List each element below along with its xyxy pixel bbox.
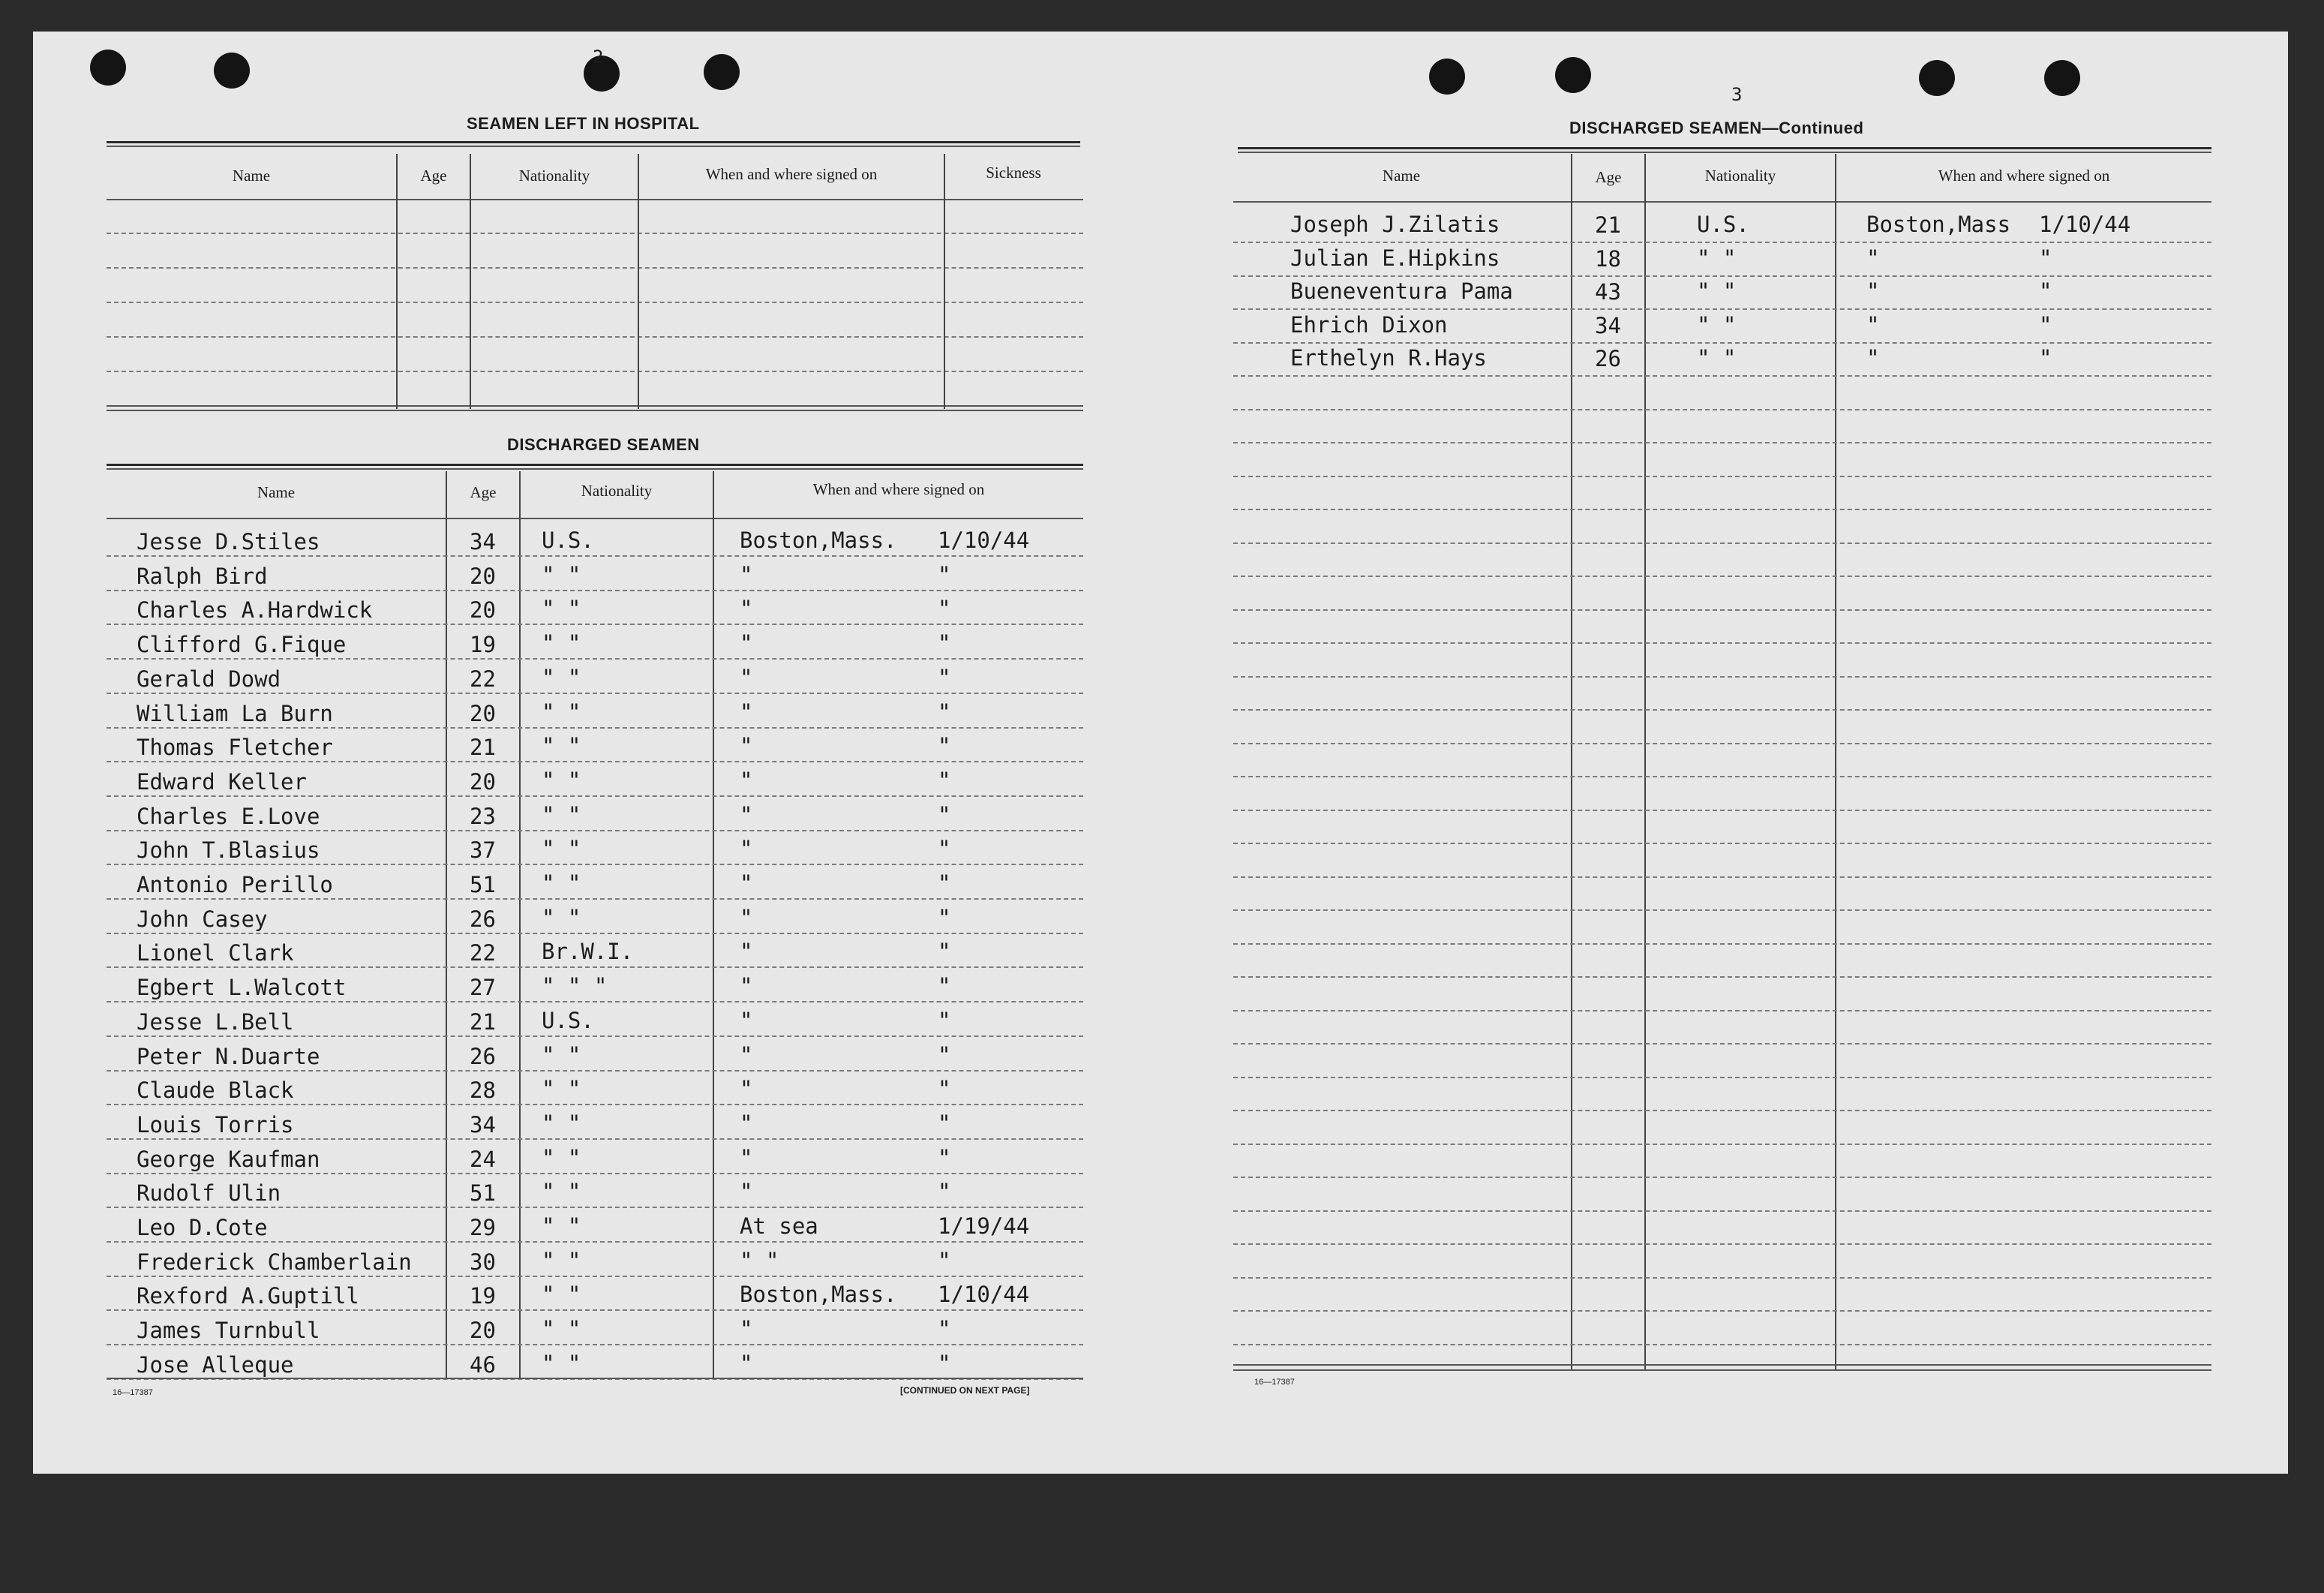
row-rule bbox=[107, 1035, 1083, 1037]
signed-on-place: " bbox=[740, 699, 753, 725]
row-rule bbox=[1233, 909, 2211, 911]
punch-hole bbox=[90, 50, 126, 86]
row-rule bbox=[1233, 409, 2211, 410]
seaman-age: 46 bbox=[470, 1352, 496, 1378]
seaman-nationality: Br.W.I. bbox=[542, 939, 634, 964]
seaman-age: 20 bbox=[470, 769, 496, 795]
form-number: 16—17387 bbox=[113, 1388, 153, 1397]
seaman-age: 26 bbox=[470, 1044, 496, 1069]
column-divider bbox=[944, 154, 945, 409]
row-rule bbox=[1233, 1277, 2211, 1279]
row-rule bbox=[1233, 543, 2211, 544]
row-rule bbox=[1233, 1110, 2211, 1111]
signed-on-place: " bbox=[740, 1351, 753, 1376]
signed-on-date: " bbox=[938, 870, 951, 896]
seaman-age: 20 bbox=[470, 564, 496, 589]
signed-on-place: Boston,Mass. bbox=[740, 1282, 897, 1307]
column-divider bbox=[638, 154, 639, 409]
row-rule bbox=[107, 1276, 1083, 1277]
seaman-nationality: " " bbox=[542, 630, 581, 656]
seaman-name: Gerald Dowd bbox=[137, 666, 281, 692]
column-divider bbox=[1571, 154, 1572, 1369]
seaman-nationality: " " bbox=[1697, 345, 1737, 371]
seaman-nationality: " " bbox=[542, 562, 581, 588]
signed-on-date: " bbox=[938, 1248, 951, 1273]
punch-hole bbox=[704, 54, 740, 90]
signed-on-place: " bbox=[740, 973, 753, 999]
continued-note: [CONTINUED ON NEXT PAGE] bbox=[900, 1385, 1030, 1396]
column-divider bbox=[1644, 154, 1646, 1369]
row-rule bbox=[107, 1001, 1083, 1002]
signed-on-date: " bbox=[938, 1008, 951, 1033]
signed-on-date: " bbox=[938, 836, 951, 861]
signed-on-place: " bbox=[740, 870, 753, 896]
seaman-name: Ralph Bird bbox=[137, 564, 268, 589]
signed-on-place: " bbox=[740, 733, 753, 759]
header-rule bbox=[107, 199, 1083, 200]
divider bbox=[107, 141, 1080, 147]
row-rule bbox=[107, 658, 1083, 660]
signed-on-date: " bbox=[938, 973, 951, 999]
seaman-nationality: " " bbox=[542, 1351, 581, 1376]
column-header-name: Name bbox=[1382, 167, 1421, 185]
seaman-age: 26 bbox=[470, 906, 496, 932]
seaman-age: 34 bbox=[470, 529, 496, 555]
row-rule bbox=[1233, 342, 2211, 344]
row-rule bbox=[1233, 1344, 2211, 1345]
signed-on-date: " bbox=[938, 1076, 951, 1102]
signed-on-date: " bbox=[938, 1042, 951, 1068]
seaman-age: 27 bbox=[470, 975, 496, 1000]
signed-on-date: 1/10/44 bbox=[938, 527, 1030, 553]
row-rule bbox=[1233, 1210, 2211, 1212]
row-rule bbox=[1233, 843, 2211, 844]
seaman-age: 37 bbox=[470, 837, 496, 863]
signed-on-date: " bbox=[938, 699, 951, 725]
seaman-nationality: " " bbox=[542, 768, 581, 793]
seaman-nationality: U.S. bbox=[542, 527, 594, 553]
seaman-nationality: U.S. bbox=[542, 1008, 594, 1033]
seaman-name: Jesse D.Stiles bbox=[137, 529, 320, 555]
signed-on-place: At sea bbox=[740, 1213, 818, 1239]
seaman-name: John T.Blasius bbox=[137, 837, 320, 863]
signed-on-date: " bbox=[938, 596, 951, 621]
signed-on-place: " bbox=[1866, 245, 1880, 271]
seaman-name: Joseph J.Zilatis bbox=[1290, 212, 1500, 237]
divider bbox=[1238, 147, 2211, 153]
seaman-age: 21 bbox=[470, 735, 496, 760]
seaman-age: 43 bbox=[1595, 279, 1621, 305]
column-header-nationality: Nationality bbox=[581, 482, 653, 500]
seaman-nationality: " " bbox=[542, 905, 581, 930]
signed-on-date: " bbox=[938, 905, 951, 930]
signed-on-date: " bbox=[938, 1316, 951, 1342]
seaman-nationality: " " bbox=[542, 1076, 581, 1102]
seaman-name: Louis Torris bbox=[137, 1112, 294, 1138]
seaman-nationality: " " bbox=[1697, 312, 1737, 338]
row-rule bbox=[1233, 1177, 2211, 1178]
row-rule bbox=[107, 1241, 1083, 1243]
column-header-name: Name bbox=[257, 483, 296, 501]
seaman-name: Rexford A.Guptill bbox=[137, 1283, 359, 1309]
seaman-age: 22 bbox=[470, 666, 496, 692]
row-rule bbox=[1233, 1077, 2211, 1078]
row-rule bbox=[1233, 1010, 2211, 1011]
seaman-age: 18 bbox=[1595, 246, 1621, 272]
signed-on-date: " bbox=[2039, 245, 2052, 271]
bottom-rule bbox=[1233, 1369, 2211, 1371]
seaman-nationality: " " bbox=[542, 1179, 581, 1204]
seaman-nationality: " " bbox=[542, 596, 581, 621]
seaman-name: Antonio Perillo bbox=[137, 872, 333, 897]
signed-on-place: " bbox=[740, 1076, 753, 1102]
signed-on-place: " bbox=[740, 1111, 753, 1136]
signed-on-date: " bbox=[938, 1111, 951, 1136]
seaman-age: 34 bbox=[470, 1112, 496, 1138]
seaman-name: Jose Alleque bbox=[137, 1352, 294, 1378]
seaman-nationality: " " bbox=[542, 1282, 581, 1307]
signed-on-place: Boston,Mass. bbox=[740, 527, 897, 553]
signed-on-place: " bbox=[740, 630, 753, 656]
page-number: 2 bbox=[593, 47, 604, 68]
row-rule bbox=[107, 727, 1083, 729]
row-rule bbox=[1233, 709, 2211, 711]
row-rule bbox=[107, 336, 1083, 338]
row-rule bbox=[107, 302, 1083, 303]
seaman-nationality: " " bbox=[542, 1042, 581, 1068]
seaman-name: Bueneventura Pama bbox=[1290, 278, 1513, 304]
seaman-name: Thomas Fletcher bbox=[137, 735, 333, 760]
row-rule bbox=[107, 1104, 1083, 1105]
signed-on-date: " bbox=[938, 630, 951, 656]
seaman-age: 26 bbox=[1595, 346, 1621, 371]
punch-hole bbox=[1919, 60, 1955, 96]
signed-on-place: " bbox=[740, 562, 753, 588]
column-divider bbox=[470, 154, 471, 409]
signed-on-place: Boston,Mass bbox=[1866, 212, 2011, 237]
column-header-signed-on: When and where signed on bbox=[705, 165, 878, 183]
seaman-age: 34 bbox=[1595, 313, 1621, 338]
column-header-signed-on: When and where signed on bbox=[812, 480, 985, 498]
seaman-nationality: U.S. bbox=[1697, 212, 1749, 237]
bottom-rule bbox=[107, 1378, 1083, 1379]
header-rule bbox=[107, 518, 1083, 519]
bottom-rule bbox=[1233, 1364, 2211, 1366]
seaman-name: Jesse L.Bell bbox=[137, 1009, 294, 1035]
row-rule bbox=[1233, 242, 2211, 243]
row-rule bbox=[107, 1309, 1083, 1311]
row-rule bbox=[107, 830, 1083, 831]
seaman-name: Egbert L.Walcott bbox=[137, 975, 347, 1000]
signed-on-place: " bbox=[740, 1008, 753, 1033]
column-header-signed-on: When and where signed on bbox=[1938, 167, 2110, 185]
row-rule bbox=[107, 267, 1083, 269]
seaman-age: 20 bbox=[470, 701, 496, 726]
seaman-nationality: " " bbox=[542, 665, 581, 690]
seaman-age: 20 bbox=[470, 1318, 496, 1343]
signed-on-date: " bbox=[2039, 345, 2052, 371]
signed-on-place: " bbox=[740, 665, 753, 690]
signed-on-place: " bbox=[740, 905, 753, 930]
signed-on-place: " bbox=[740, 939, 753, 964]
page-number: 3 bbox=[1731, 84, 1743, 105]
header-rule bbox=[1233, 201, 2211, 203]
discharged-section-title: DISCHARGED SEAMEN bbox=[507, 435, 700, 454]
seaman-name: Lionel Clark bbox=[137, 940, 294, 966]
row-rule bbox=[1233, 1243, 2211, 1245]
signed-on-date: " bbox=[938, 733, 951, 759]
signed-on-date: " bbox=[938, 768, 951, 793]
column-header-nationality: Nationality bbox=[1704, 167, 1776, 185]
row-rule bbox=[1233, 1043, 2211, 1044]
column-header-age: Age bbox=[420, 167, 447, 185]
column-header-name: Name bbox=[232, 167, 271, 185]
seaman-nationality: " " bbox=[542, 870, 581, 896]
discharged-continued-title: DISCHARGED SEAMEN—Continued bbox=[1569, 119, 1864, 137]
row-rule bbox=[107, 1070, 1083, 1072]
form-number: 16—17387 bbox=[1254, 1378, 1295, 1387]
column-divider bbox=[396, 154, 398, 409]
seaman-name: Peter N.Duarte bbox=[137, 1044, 320, 1069]
seaman-nationality: " " bbox=[542, 1316, 581, 1342]
signed-on-place: " bbox=[1866, 278, 1880, 304]
seaman-nationality: " " bbox=[542, 1248, 581, 1273]
punch-hole bbox=[2044, 60, 2080, 96]
column-header-age: Age bbox=[470, 483, 497, 501]
row-rule bbox=[1233, 576, 2211, 577]
seaman-nationality: " " bbox=[1697, 278, 1737, 304]
seaman-name: Ehrich Dixon bbox=[1290, 312, 1448, 338]
seaman-nationality: " " bbox=[542, 1213, 581, 1239]
hospital-section-title: SEAMEN LEFT IN HOSPITAL bbox=[467, 114, 700, 133]
signed-on-place: " bbox=[740, 768, 753, 793]
signed-on-place: " bbox=[740, 1179, 753, 1204]
row-rule bbox=[1233, 1310, 2211, 1312]
row-rule bbox=[1233, 976, 2211, 978]
signed-on-place: " bbox=[740, 1145, 753, 1171]
punch-hole bbox=[214, 53, 250, 89]
column-divider bbox=[1835, 154, 1836, 1369]
bottom-rule bbox=[107, 405, 1083, 407]
row-rule bbox=[107, 1138, 1083, 1140]
row-rule bbox=[107, 1344, 1083, 1345]
signed-on-place: " bbox=[740, 836, 753, 861]
signed-on-date: 1/10/44 bbox=[938, 1282, 1030, 1307]
seaman-name: Charles A.Hardwick bbox=[137, 597, 373, 623]
seaman-name: Erthelyn R.Hays bbox=[1290, 345, 1487, 371]
signed-on-place: " " bbox=[740, 1248, 779, 1273]
seaman-age: 21 bbox=[470, 1009, 496, 1035]
seaman-name: Rudolf Ulin bbox=[137, 1180, 281, 1206]
signed-on-date: 1/10/44 bbox=[2039, 212, 2131, 237]
seaman-age: 22 bbox=[470, 940, 496, 966]
seaman-nationality: " " bbox=[542, 836, 581, 861]
seaman-name: Frederick Chamberlain bbox=[137, 1249, 412, 1275]
row-rule bbox=[1233, 810, 2211, 811]
signed-on-place: " bbox=[740, 1042, 753, 1068]
signed-on-date: 1/19/44 bbox=[938, 1213, 1030, 1239]
row-rule bbox=[107, 1207, 1083, 1208]
seaman-name: Leo D.Cote bbox=[137, 1215, 268, 1240]
seaman-age: 29 bbox=[470, 1215, 496, 1240]
row-rule bbox=[1233, 509, 2211, 510]
seaman-age: 21 bbox=[1595, 212, 1621, 238]
row-rule bbox=[1233, 275, 2211, 277]
row-rule bbox=[1233, 642, 2211, 644]
seaman-name: George Kaufman bbox=[137, 1147, 320, 1172]
signed-on-date: " bbox=[938, 665, 951, 690]
signed-on-date: " bbox=[938, 1145, 951, 1171]
signed-on-place: " bbox=[740, 596, 753, 621]
row-rule bbox=[107, 590, 1083, 591]
row-rule bbox=[1233, 943, 2211, 945]
row-rule bbox=[107, 795, 1083, 797]
row-rule bbox=[1233, 442, 2211, 443]
row-rule bbox=[107, 761, 1083, 762]
row-rule bbox=[107, 555, 1083, 557]
seaman-age: 30 bbox=[470, 1249, 496, 1275]
seaman-age: 51 bbox=[470, 1180, 496, 1206]
seaman-age: 19 bbox=[470, 632, 496, 657]
row-rule bbox=[107, 933, 1083, 934]
punch-hole bbox=[1555, 57, 1591, 93]
signed-on-date: " bbox=[938, 802, 951, 828]
row-rule bbox=[1233, 375, 2211, 377]
row-rule bbox=[1233, 876, 2211, 878]
seaman-age: 51 bbox=[470, 872, 496, 897]
signed-on-date: " bbox=[938, 939, 951, 964]
seaman-name: Clifford G.Fique bbox=[137, 632, 347, 657]
signed-on-date: " bbox=[938, 1351, 951, 1376]
signed-on-place: " bbox=[740, 1316, 753, 1342]
seaman-nationality: " " bbox=[542, 699, 581, 725]
punch-hole bbox=[1429, 59, 1465, 95]
seaman-name: John Casey bbox=[137, 906, 268, 932]
seaman-nationality: " " bbox=[1697, 245, 1737, 271]
seaman-name: James Turnbull bbox=[137, 1318, 320, 1343]
seaman-nationality: " " bbox=[542, 733, 581, 759]
seaman-nationality: " " " bbox=[542, 973, 608, 999]
row-rule bbox=[107, 966, 1083, 968]
seaman-nationality: " " bbox=[542, 802, 581, 828]
row-rule bbox=[1233, 476, 2211, 477]
signed-on-place: " bbox=[1866, 345, 1880, 371]
row-rule bbox=[107, 624, 1083, 625]
row-rule bbox=[107, 898, 1083, 900]
signed-on-date: " bbox=[938, 1179, 951, 1204]
seaman-name: Edward Keller bbox=[137, 769, 307, 795]
row-rule bbox=[1233, 1144, 2211, 1145]
seaman-age: 19 bbox=[470, 1283, 496, 1309]
seaman-age: 20 bbox=[470, 597, 496, 623]
signed-on-place: " bbox=[740, 802, 753, 828]
signed-on-date: " bbox=[938, 562, 951, 588]
seaman-nationality: " " bbox=[542, 1111, 581, 1136]
seaman-name: Julian E.Hipkins bbox=[1290, 245, 1500, 271]
divider bbox=[107, 464, 1083, 470]
row-rule bbox=[107, 693, 1083, 694]
seaman-nationality: " " bbox=[542, 1145, 581, 1171]
row-rule bbox=[1233, 743, 2211, 744]
column-header-nationality: Nationality bbox=[518, 167, 590, 185]
row-rule bbox=[1233, 676, 2211, 678]
signed-on-place: " bbox=[1866, 312, 1880, 338]
seaman-age: 28 bbox=[470, 1078, 496, 1103]
row-rule bbox=[107, 371, 1083, 372]
row-rule bbox=[1233, 609, 2211, 611]
signed-on-date: " bbox=[2039, 312, 2052, 338]
row-rule bbox=[107, 864, 1083, 865]
row-rule bbox=[107, 1173, 1083, 1174]
bottom-rule bbox=[107, 410, 1083, 411]
seaman-age: 23 bbox=[470, 804, 496, 829]
signed-on-date: " bbox=[2039, 278, 2052, 304]
column-header-sickness: Sickness bbox=[986, 164, 1041, 182]
seaman-name: William La Burn bbox=[137, 701, 333, 726]
row-rule bbox=[1233, 776, 2211, 777]
seaman-age: 24 bbox=[470, 1147, 496, 1172]
seaman-name: Charles E.Love bbox=[137, 804, 320, 829]
row-rule bbox=[1233, 308, 2211, 310]
column-header-age: Age bbox=[1595, 168, 1622, 186]
seaman-name: Claude Black bbox=[137, 1078, 294, 1103]
row-rule bbox=[107, 233, 1083, 234]
